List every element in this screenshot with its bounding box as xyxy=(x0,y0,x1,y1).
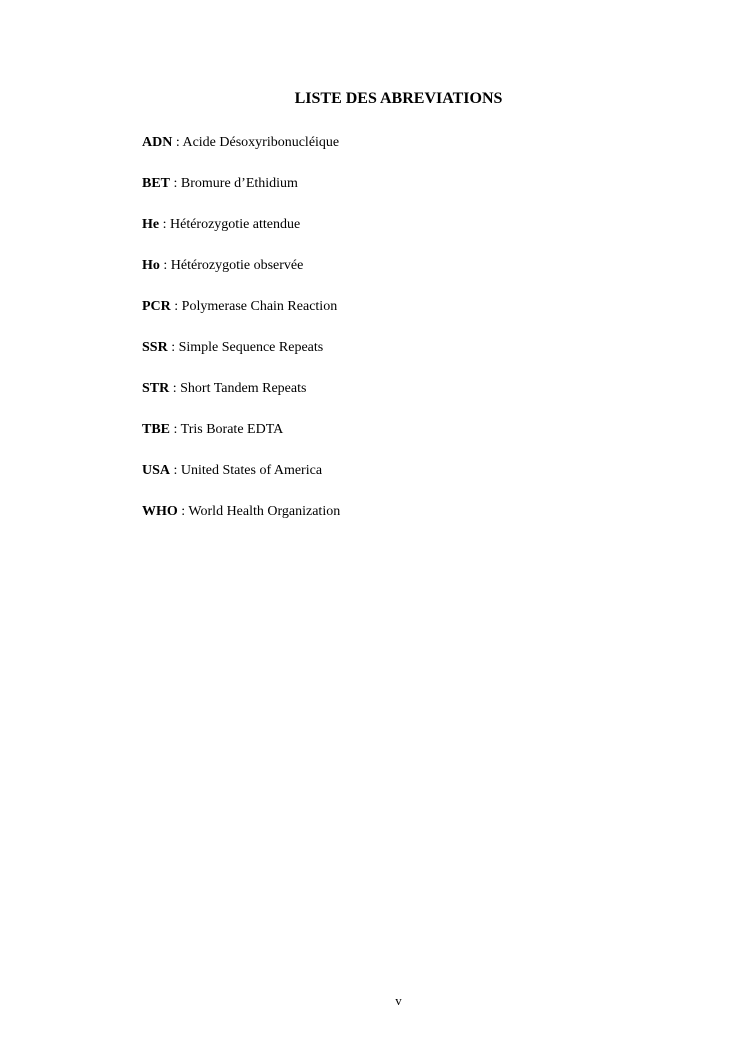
abbreviation-definition: Hétérozygotie attendue xyxy=(170,217,301,232)
abbreviation-term: STR xyxy=(142,381,170,396)
page-title: LISTE DES ABREVIATIONS xyxy=(294,90,503,107)
abbreviation-item-ssr xyxy=(142,339,340,380)
abbreviation-item-he xyxy=(142,216,340,257)
abbreviation-term: USA xyxy=(142,463,171,478)
abbreviation-definition: World Health Organization xyxy=(188,504,341,519)
abbreviation-list xyxy=(142,134,340,544)
abbreviation-term: He xyxy=(142,217,160,232)
abbreviation-separator: : xyxy=(170,176,181,191)
abbreviation-definition: Bromure d’Ethidium xyxy=(180,176,298,191)
abbreviation-term: BET xyxy=(142,176,171,191)
abbreviation-separator: : xyxy=(159,258,171,273)
abbreviation-separator: : xyxy=(177,504,189,519)
abbreviation-separator: : xyxy=(169,381,181,396)
abbreviation-item-ho xyxy=(142,257,340,298)
abbreviation-definition: Acide Désoxyribonucléique xyxy=(182,135,340,150)
abbreviation-term: SSR xyxy=(142,340,168,355)
abbreviation-definition: Polymerase Chain Reaction xyxy=(181,299,338,314)
abbreviation-item-tbe xyxy=(142,421,340,462)
abbreviation-separator: : xyxy=(170,299,182,314)
abbreviation-term: TBE xyxy=(142,422,171,437)
abbreviation-item-adn xyxy=(142,134,340,175)
abbreviation-item-str xyxy=(142,380,340,421)
abbreviation-separator: : xyxy=(170,463,181,478)
abbreviation-term: ADN xyxy=(142,135,173,150)
abbreviation-definition: Short Tandem Repeats xyxy=(180,381,307,396)
abbreviation-definition: Tris Borate EDTA xyxy=(180,422,284,437)
abbreviation-term: PCR xyxy=(142,299,171,314)
abbreviation-definition: United States of America xyxy=(180,463,323,478)
abbreviation-item-pcr xyxy=(142,298,340,339)
abbreviation-separator: : xyxy=(159,217,170,232)
page-number: v xyxy=(395,993,402,1008)
abbreviation-term: Ho xyxy=(142,258,160,273)
abbreviation-item-who xyxy=(142,503,340,544)
abbreviation-definition: Simple Sequence Repeats xyxy=(178,340,324,355)
abbreviation-separator: : xyxy=(167,340,179,355)
abbreviation-separator: : xyxy=(170,422,181,437)
abbreviation-item-bet xyxy=(142,175,340,216)
abbreviation-separator: : xyxy=(172,135,183,150)
abbreviation-item-usa xyxy=(142,462,340,503)
abbreviation-term: WHO xyxy=(142,504,178,519)
abbreviation-definition: Hétérozygotie observée xyxy=(170,258,304,273)
